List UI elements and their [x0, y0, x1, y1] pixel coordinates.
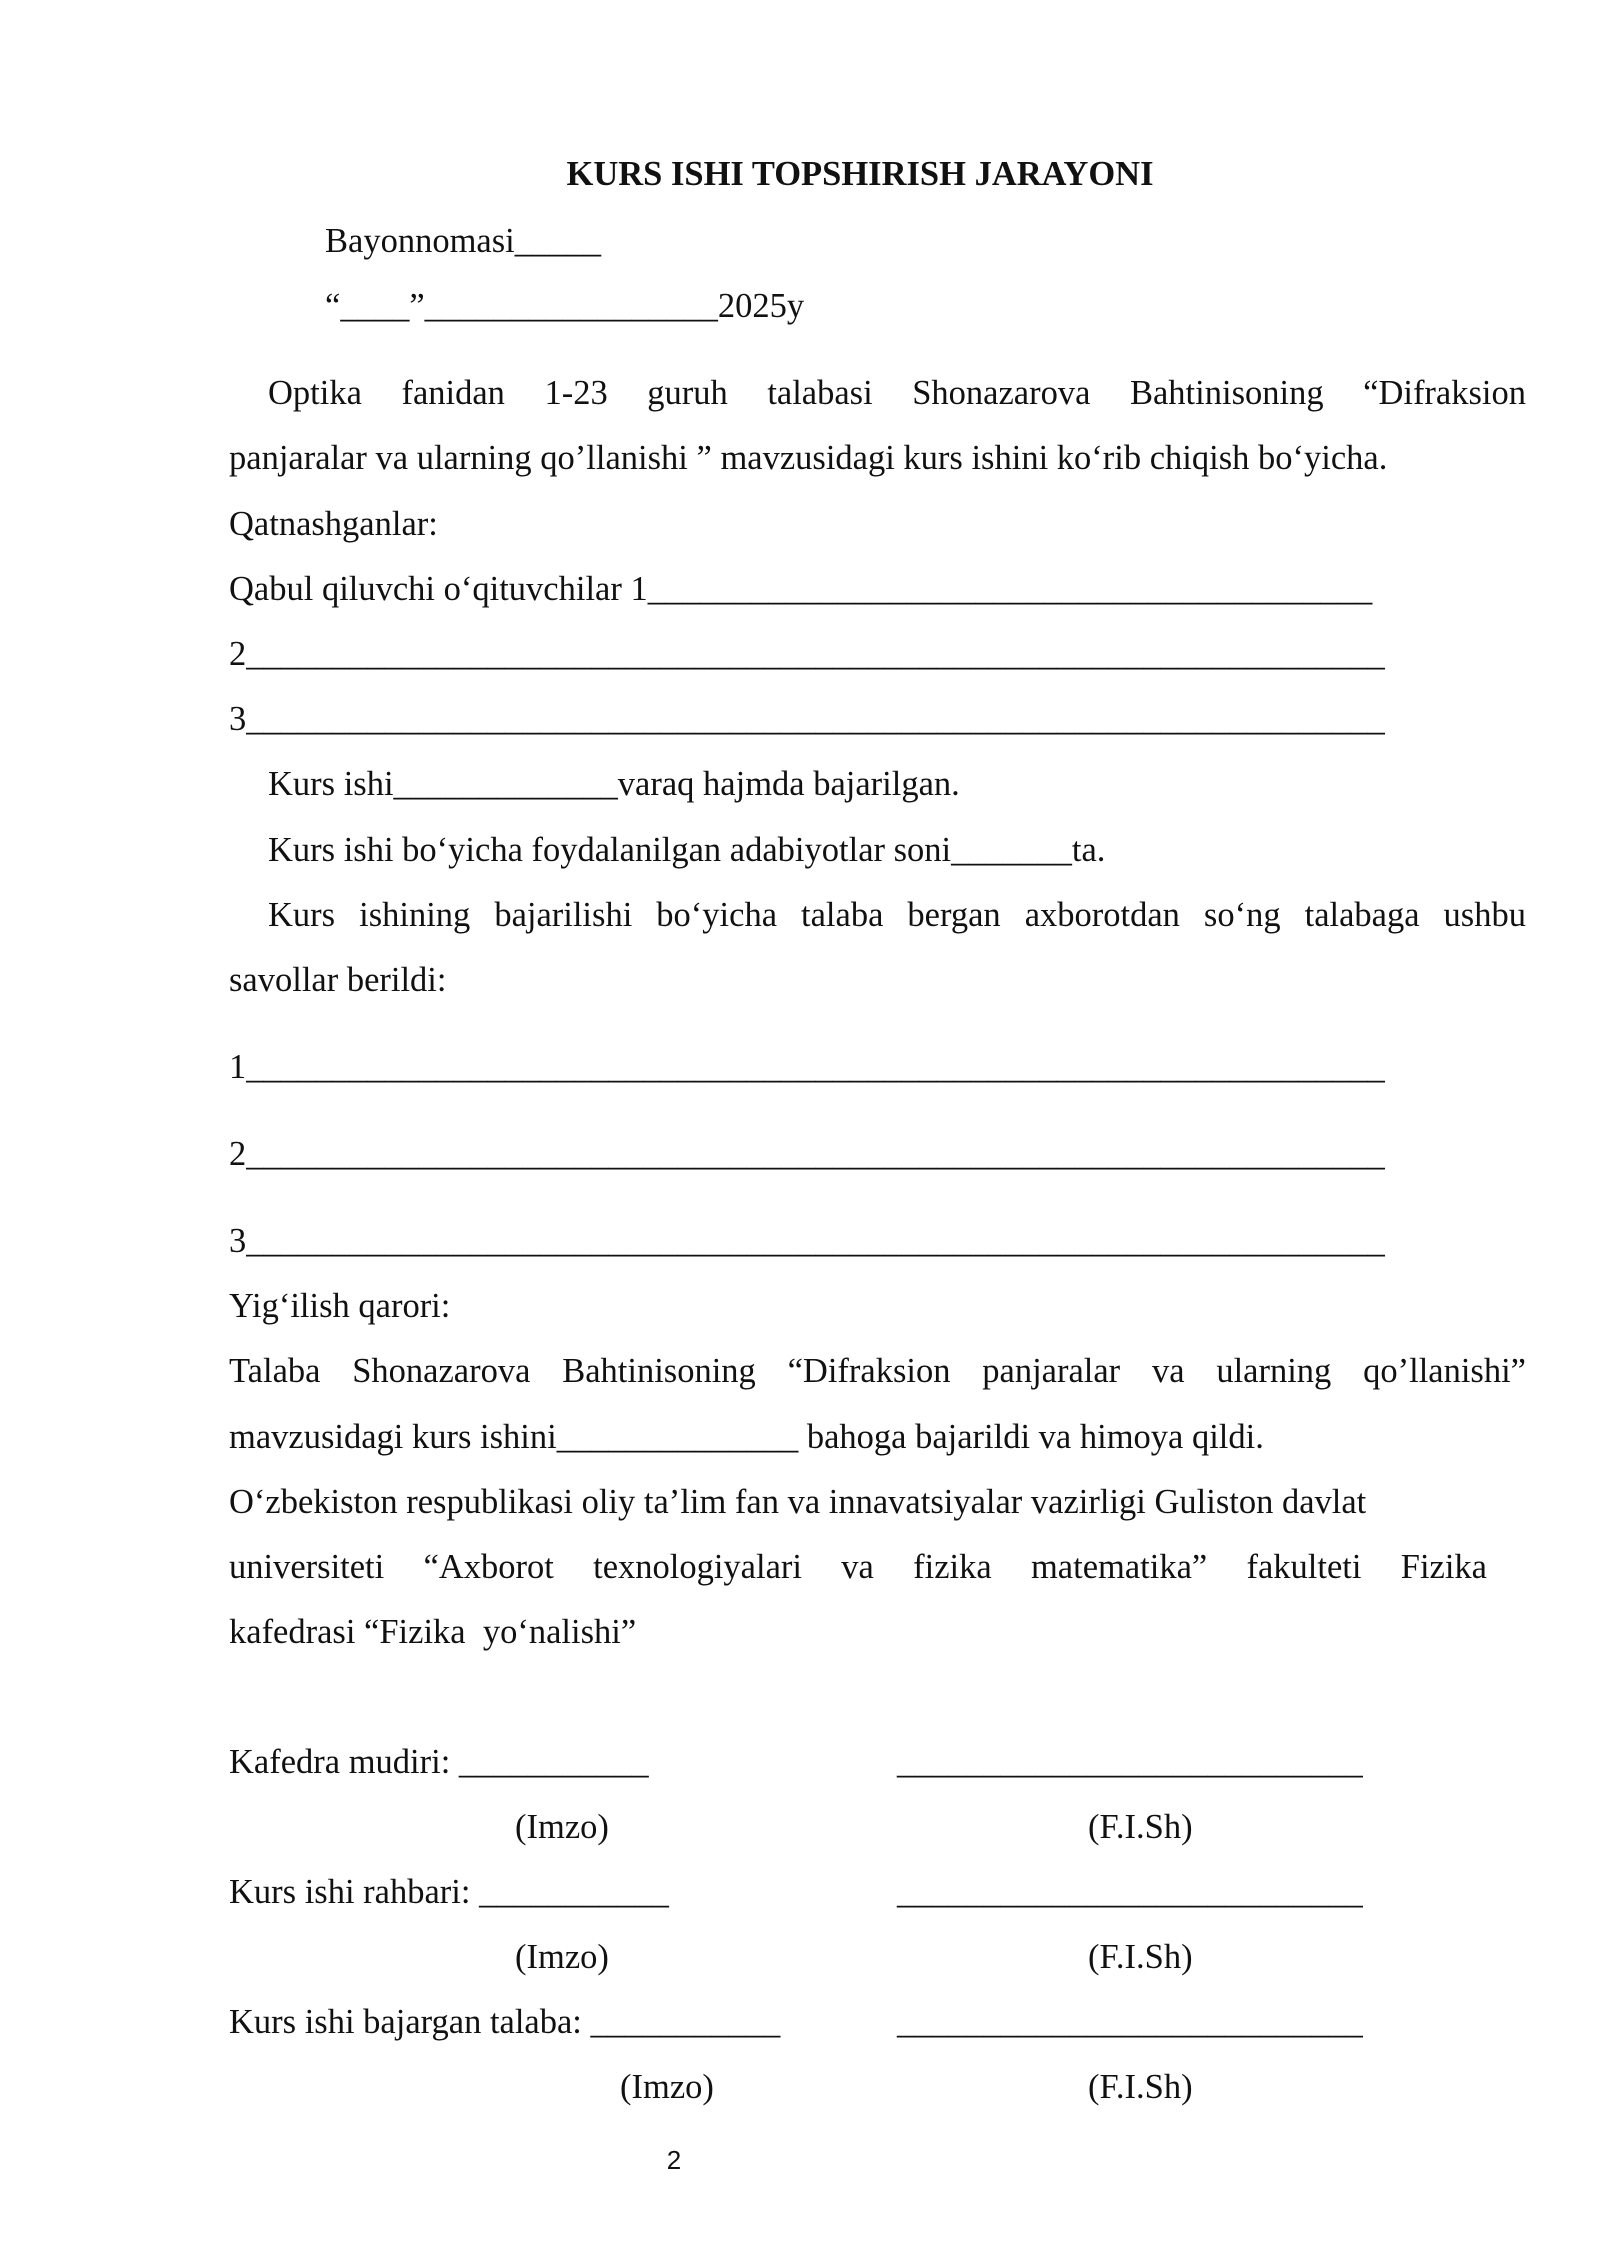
organization-line-3: kafedrasi “Fizika yoʻnalishi”	[229, 1613, 637, 1651]
student-name-line: ___________________________	[897, 2003, 1363, 2041]
decision-line-1: Talaba Shonazarova Bahtinisoning “Difraksion panjaralar va ularning qo’llanishi”	[229, 1352, 1526, 1390]
head-signature-label: Kafedra mudiri: ___________	[229, 1743, 649, 1781]
supervisor-name-line: ___________________________	[897, 1873, 1363, 1911]
supervisor-imzo-caption: (Imzo)	[515, 1938, 609, 1976]
date-line: “____”_________________2025y	[325, 287, 805, 325]
decision-line-2: mavzusidagi kurs ishini______________ bahoga bajarildi va himoya qildi.	[229, 1418, 1264, 1456]
participants-label: Qatnashganlar:	[229, 505, 438, 543]
questions-intro-line-1: Kurs ishining bajarilishi boʻyicha talaba bergan axborotdan soʻng talabaga ushbu	[268, 896, 1526, 934]
decision-label: Yigʻilish qarori:	[229, 1287, 451, 1325]
supervisor-fish-caption: (F.I.Sh)	[1088, 1938, 1193, 1976]
intro-line-1: Optika fanidan 1-23 guruh talabasi Shonazarova Bahtinisoning “Difraksion	[268, 374, 1526, 412]
literature-line: Kurs ishi boʻyicha foydalanilgan adabiyotlar soni_______ta.	[268, 831, 1106, 869]
volume-line: Kurs ishi_____________varaq hajmda bajarilgan.	[268, 765, 960, 803]
questions-intro-line-2: savollar berildi:	[229, 961, 447, 999]
student-fish-caption: (F.I.Sh)	[1088, 2068, 1193, 2106]
protocol-number-line: Bayonnomasi_____	[325, 222, 601, 260]
head-imzo-caption: (Imzo)	[515, 1808, 609, 1846]
organization-line-1: Oʻzbekiston respublikasi oliy ta’lim fan va innavatsiyalar vazirligi Guliston davlat	[229, 1483, 1367, 1521]
question-line-1: 1__________________________________________________________________	[229, 1048, 1385, 1086]
head-fish-caption: (F.I.Sh)	[1088, 1808, 1193, 1846]
intro-line-2: panjaralar va ularning qo’llanishi ” mavzusidagi kurs ishini koʻrib chiqish boʻyicha.	[229, 439, 1388, 477]
teacher-line-2: 2__________________________________________________________________	[229, 635, 1385, 673]
supervisor-signature-label: Kurs ishi rahbari: ___________	[229, 1873, 669, 1911]
student-imzo-caption: (Imzo)	[620, 2068, 714, 2106]
head-name-line: ___________________________	[897, 1743, 1363, 1781]
teacher-line-3: 3__________________________________________________________________	[229, 700, 1385, 738]
document-title: KURS ISHI TOPSHIRISH JARAYONI	[566, 155, 1154, 193]
student-signature-label: Kurs ishi bajargan talaba: ___________	[229, 2003, 781, 2041]
teacher-line-1: Qabul qiluvchi oʻqituvchilar 1__________________________________________	[229, 570, 1373, 608]
question-line-3: 3__________________________________________________________________	[229, 1222, 1385, 1260]
organization-line-2: universiteti “Axborot texnologiyalari va fizika matematika” fakulteti Fizika	[229, 1548, 1487, 1586]
question-line-2: 2__________________________________________________________________	[229, 1135, 1385, 1173]
page-number: 2	[666, 2145, 682, 2175]
